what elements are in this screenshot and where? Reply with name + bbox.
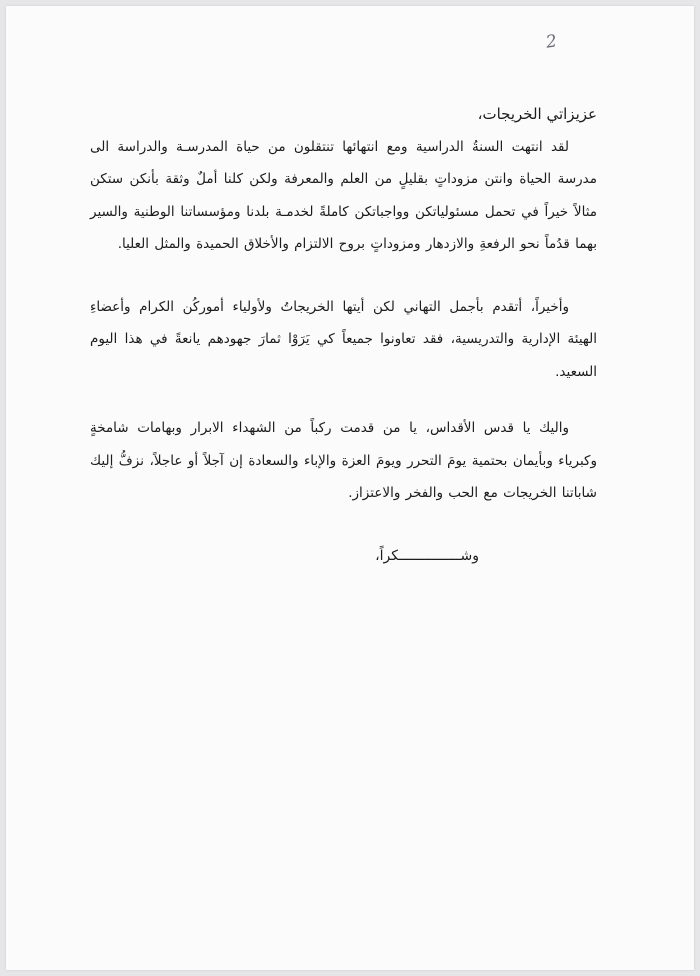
paragraph-graduation: لقد انتهت السنةُ الدراسية ومع انتهائها تنتقلون من حياة المدرسـة والدراسة الى مدرسة الحياة وانتن مزوداتٍ بقليلٍ من العلم والمعرفة ولكن كلنا أملٌ وثقة بأنكن ستكن مثالاً خيراً في تحمل مسئولياتكن وواجباتكن كاملةً لخدمـة بلدنا ومؤسساتنا الوطنية والسير بهما قدُماً نحو الرفعةِ والازدهار ومزوداتٍ بروح الالتزام والأخلاق الحميدة والمثل العليا. <box>90 138 597 252</box>
document-page <box>6 6 694 970</box>
paragraph-jerusalem: واليك يا قدس الأقداس، يا من قدمت ركباً من الشهداء الابرار وبهامات شامخةٍ وكبرياء وبأيمان بحتمية يومَ التحرر ويومَ العزة والإباء والسعادة إن آجلاً أو عاجلاً، نزفُّ إليك شاباتنا الخريجات مع الحب والفخر والاعتزاز. <box>90 420 597 501</box>
salutation: عزيزاتي الخريجات، <box>477 105 597 123</box>
paragraph-congratulations: وأخيراً، أتقدم بأجمل التهاني لكن أيتها الخريجاتُ ولأولياء أموركُن الكرام وأعضاءِ الهيئة الإدارية والتدريسية، فقد تعاونوا جميعاً كي يَرَوْا ثمارَ جهودهم يانعةً في هذا اليوم السعيد. <box>90 298 597 380</box>
closing-thanks: وشـــــــــــــــكراً، <box>375 547 479 564</box>
handwritten-page-number: 2 <box>544 31 559 53</box>
letter-body <box>90 98 597 572</box>
